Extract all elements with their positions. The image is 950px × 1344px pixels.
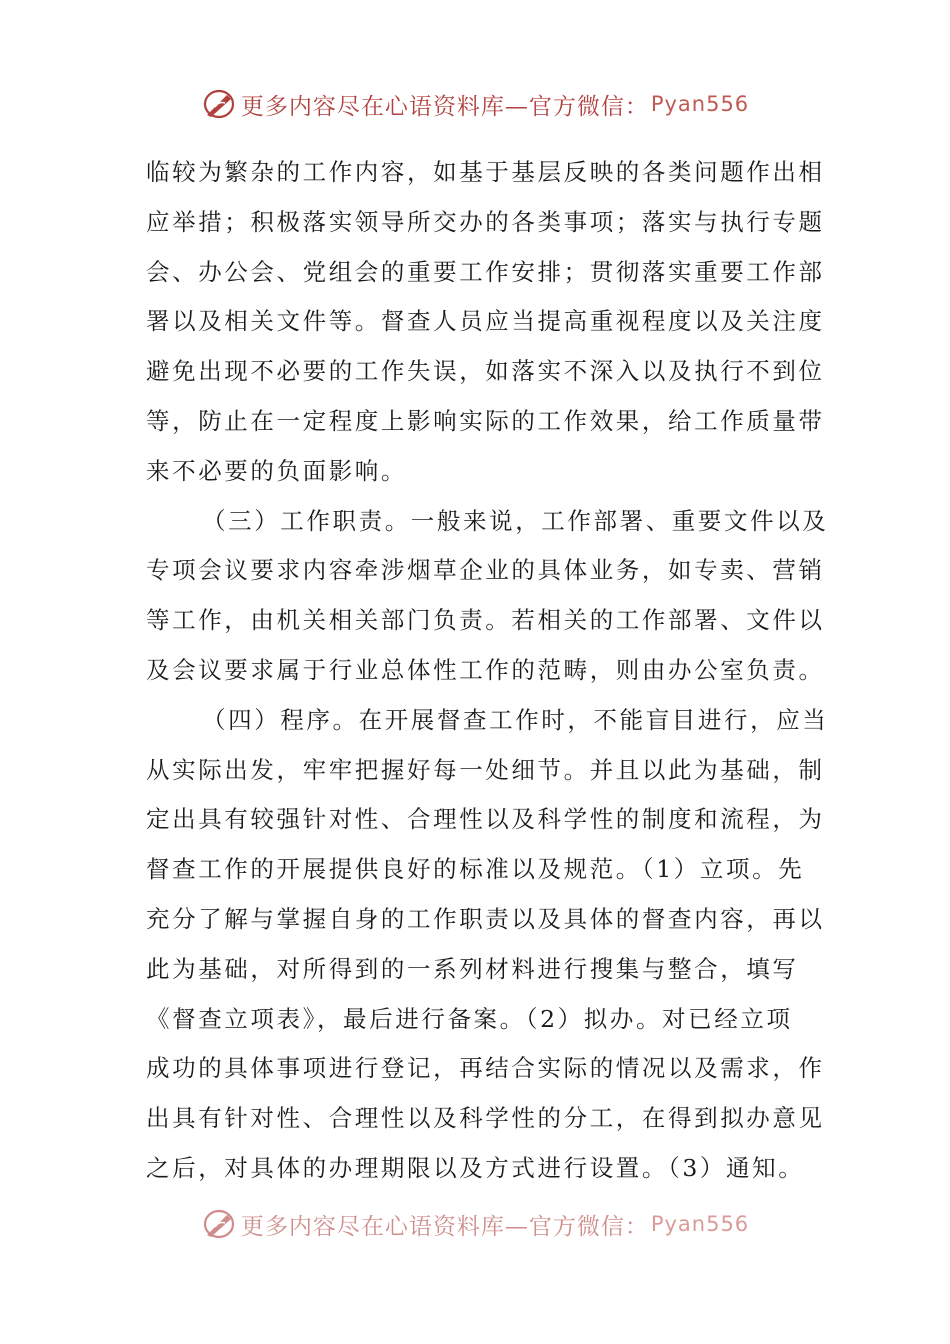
watermark-header [0, 84, 950, 124]
text-line: 专项会议要求内容牵涉烟草企业的具体业务，如专卖、营销 [146, 556, 825, 585]
text-line: 督查工作的开展提供良好的标准以及规范。（1）立项。先 [146, 855, 805, 884]
text-line: 署以及相关文件等。督查人员应当提高重视程度以及关注度 [146, 307, 825, 336]
text-line: 临较为繁杂的工作内容，如基于基层反映的各类问题作出相 [146, 158, 825, 186]
text-line: 此为基础，对所得到的一系列材料进行搜集与整合，填写 [146, 954, 799, 983]
text-line: 等，防止在一定程度上影响实际的工作效果，给工作质量带 [146, 406, 825, 435]
pen-logo-icon [201, 87, 237, 121]
paragraph-start-line: （三）工作职责。一般来说，工作部署、重要文件以及 [202, 506, 829, 535]
text-line: 《督查立项表》，最后进行备案。（2）拟办。对已经立项 [146, 1004, 793, 1033]
watermark-text: 更多内容尽在心语资料库—官方微信： [240, 93, 649, 120]
text-line: 避免出现不必要的工作失误，如落实不深入以及执行不到位 [146, 357, 825, 386]
pen-logo-icon [201, 1207, 237, 1241]
watermark-wechat-id: Pyan556 [650, 1212, 750, 1236]
text-line: 定出具有较强针对性、合理性以及科学性的制度和流程，为 [146, 805, 825, 834]
watermark-wechat-id: Pyan556 [650, 92, 750, 116]
watermark-footer [0, 1204, 950, 1244]
text-line: 应举措；积极落实领导所交办的各类事项；落实与执行专题 [146, 207, 825, 236]
text-line: 会、办公会、党组会的重要工作安排；贯彻落实重要工作部 [146, 257, 825, 286]
document-body [146, 148, 829, 1194]
text-line: 成功的具体事项进行登记，再结合实际的情况以及需求，作 [146, 1054, 825, 1083]
paragraph-start-line: （四）程序。在开展督查工作时，不能盲目进行，应当 [202, 705, 829, 734]
text-line: 等工作，由机关相关部门负责。若相关的工作部署、文件以 [146, 606, 825, 635]
text-line: 充分了解与掌握自身的工作职责以及具体的督查内容，再以 [146, 904, 825, 933]
watermark-text: 更多内容尽在心语资料库—官方微信： [240, 1213, 649, 1240]
text-line: 及会议要求属于行业总体性工作的范畴，则由办公室负责。 [146, 655, 825, 684]
text-line: 出具有针对性、合理性以及科学性的分工，在得到拟办意见 [146, 1104, 825, 1133]
text-line: 从实际出发，牢牢把握好每一处细节。并且以此为基础，制 [146, 755, 825, 784]
text-line: 来不必要的负面影响。 [146, 456, 407, 485]
text-line: 之后，对具体的办理期限以及方式进行设置。（3）通知。 [146, 1153, 805, 1182]
